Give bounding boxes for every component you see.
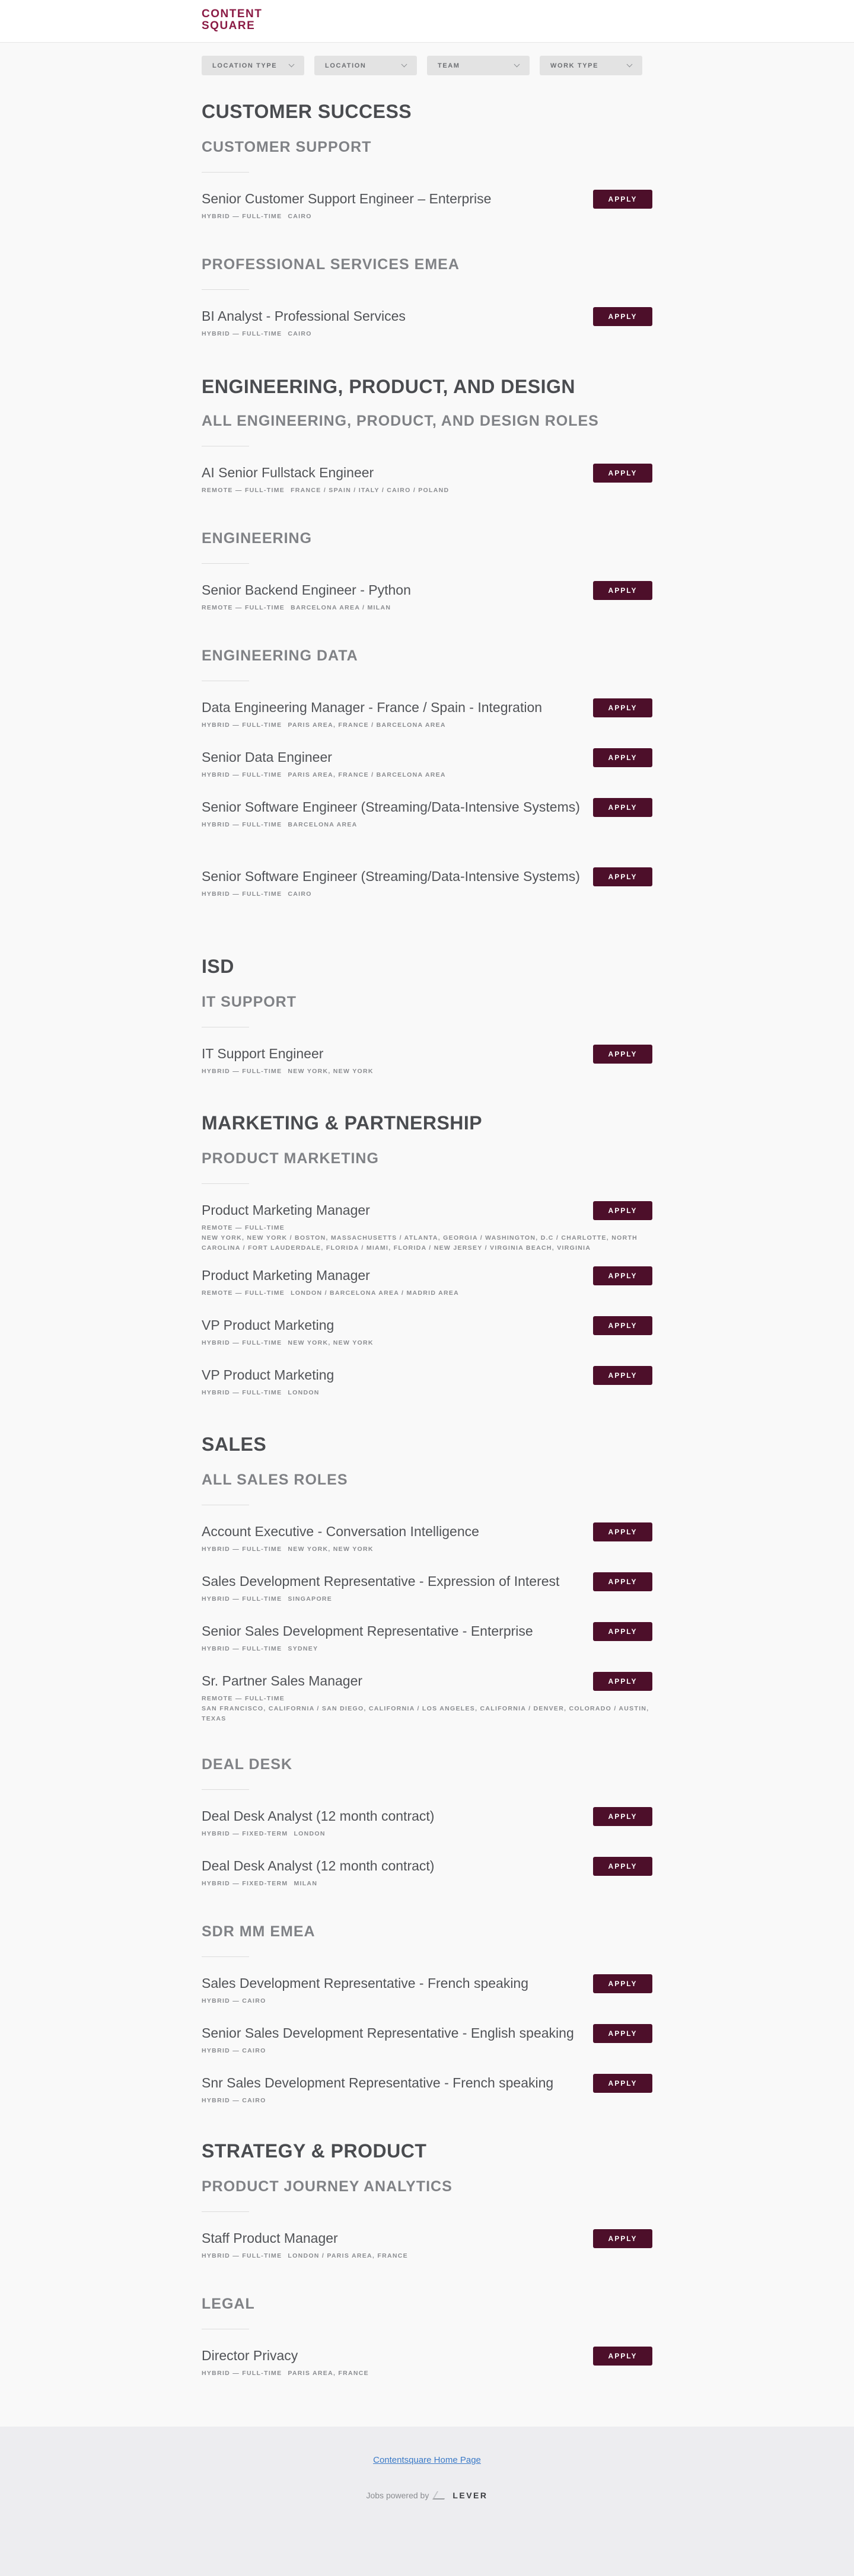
posting-item — [202, 581, 652, 613]
posting-item — [202, 1572, 652, 1604]
work-type: REMOTE — FULL-TIME — [202, 1695, 285, 1702]
work-type: HYBRID — FULL-TIME — [202, 2252, 282, 2259]
posting-categories — [202, 1694, 652, 1724]
posting-title[interactable]: Staff Product Manager — [202, 2230, 338, 2246]
posting-item — [202, 1622, 652, 1654]
posting-title[interactable]: Senior Software Engineer (Streaming/Data-Intensive Systems) — [202, 799, 580, 815]
posting-categories — [202, 1544, 652, 1554]
location: LONDON — [288, 1389, 320, 1396]
team-heading: LEGAL — [202, 2296, 255, 2312]
filter-label: LOCATION — [325, 62, 367, 69]
apply-button[interactable]: APPLY — [593, 2024, 652, 2043]
powered-by-text: Jobs powered by — [366, 2491, 429, 2500]
location: NEW YORK, NEW YORK — [288, 1546, 374, 1553]
divider — [202, 2211, 249, 2212]
posting-item — [202, 464, 652, 496]
team-heading: PROFESSIONAL SERVICES EMEA — [202, 256, 460, 273]
location: MILAN — [294, 1880, 318, 1887]
posting-item — [202, 307, 652, 339]
posting-categories — [202, 1388, 652, 1398]
apply-button[interactable]: APPLY — [593, 798, 652, 817]
posting-title[interactable]: VP Product Marketing — [202, 1367, 334, 1383]
posting-categories — [202, 603, 652, 613]
posting-title[interactable]: Senior Backend Engineer - Python — [202, 582, 411, 598]
work-type: HYBRID — FULL-TIME — [202, 1068, 282, 1075]
posting-title[interactable]: Sr. Partner Sales Manager — [202, 1673, 363, 1688]
apply-button[interactable]: APPLY — [593, 1622, 652, 1641]
work-type: HYBRID — FULL-TIME — [202, 1339, 282, 1346]
powered-by — [0, 2491, 854, 2500]
footer — [0, 2427, 854, 2576]
team-heading: DEAL DESK — [202, 1756, 293, 1773]
posting-item — [202, 190, 652, 222]
posting-title[interactable]: Senior Sales Development Representative - English speaking — [202, 2025, 574, 2041]
location: SINGAPORE — [288, 1595, 333, 1603]
work-type: REMOTE — FULL-TIME — [202, 1224, 285, 1231]
posting-item — [202, 1857, 652, 1889]
location: PARIS AREA, FRANCE — [288, 2370, 369, 2377]
location: NEW YORK, NEW YORK — [288, 1068, 374, 1075]
posting-title[interactable]: Product Marketing Manager — [202, 1202, 370, 1218]
department-heading: ISD — [202, 956, 234, 977]
posting-categories — [202, 2046, 652, 2056]
work-type: HYBRID — FIXED-TERM — [202, 1880, 288, 1887]
apply-button[interactable]: APPLY — [593, 581, 652, 600]
posting-categories — [202, 1594, 652, 1604]
apply-button[interactable]: APPLY — [593, 748, 652, 767]
posting-item — [202, 1266, 652, 1298]
posting-title[interactable]: Snr Sales Development Representative - French speaking — [202, 2075, 554, 2090]
posting-item — [202, 1316, 652, 1348]
location: SAN FRANCISCO, CALIFORNIA / SAN DIEGO, CALIFORNIA / LOS ANGELES, CALIFORNIA / DENVER, COLORADO / AUSTIN, TEXAS — [202, 1705, 649, 1722]
apply-button[interactable]: APPLY — [593, 867, 652, 886]
posting-title[interactable]: Sales Development Representative - Expression of Interest — [202, 1573, 560, 1589]
lever-wordmark[interactable]: LEVER — [453, 2491, 488, 2500]
work-type: HYBRID — FULL-TIME — [202, 1389, 282, 1396]
posting-title[interactable]: Deal Desk Analyst (12 month contract) — [202, 1808, 435, 1824]
posting-item — [202, 1974, 652, 2006]
divider — [202, 563, 249, 564]
team-heading: PRODUCT MARKETING — [202, 1150, 379, 1167]
posting-item — [202, 1522, 652, 1554]
posting-title[interactable]: BI Analyst - Professional Services — [202, 308, 406, 324]
divider — [202, 1789, 249, 1790]
location: BARCELONA AREA / MILAN — [291, 604, 391, 611]
posting-item — [202, 2074, 652, 2106]
filter-label: TEAM — [438, 62, 460, 69]
team-heading: ENGINEERING DATA — [202, 647, 358, 664]
department-heading: MARKETING & PARTNERSHIP — [202, 1112, 483, 1134]
location: LONDON — [294, 1830, 326, 1837]
work-type: REMOTE — FULL-TIME — [202, 487, 285, 494]
posting-categories — [202, 1996, 652, 2006]
team-heading: PRODUCT JOURNEY ANALYTICS — [202, 2178, 453, 2195]
posting-item — [202, 1201, 652, 1253]
work-type: HYBRID — FULL-TIME — [202, 2370, 282, 2377]
posting-title[interactable]: Senior Customer Support Engineer – Enterprise — [202, 191, 492, 206]
posting-title[interactable]: Sales Development Representative - French speaking — [202, 1975, 529, 1991]
posting-title[interactable]: Senior Sales Development Representative - Enterprise — [202, 1623, 533, 1639]
apply-button[interactable]: APPLY — [593, 1266, 652, 1285]
posting-item — [202, 1045, 652, 1077]
location: LONDON / BARCELONA AREA / MADRID AREA — [291, 1289, 460, 1297]
divider — [202, 1956, 249, 1957]
logo-line-2: SQUARE — [202, 20, 256, 32]
posting-item — [202, 2229, 652, 2261]
apply-button[interactable]: APPLY — [593, 190, 652, 209]
posting-title[interactable]: Product Marketing Manager — [202, 1268, 370, 1283]
posting-title[interactable]: Data Engineering Manager - France / Spain - Integration — [202, 700, 543, 715]
apply-button[interactable]: APPLY — [593, 1672, 652, 1691]
posting-categories — [202, 212, 652, 222]
team-heading: SDR MM EMEA — [202, 1923, 316, 1940]
work-type: HYBRID — FULL-TIME — [202, 330, 282, 337]
postings-list — [202, 0, 652, 2425]
posting-title[interactable]: Deal Desk Analyst (12 month contract) — [202, 1858, 435, 1873]
lever-logo-icon — [432, 2491, 449, 2500]
department-heading: SALES — [202, 1434, 267, 1455]
location: CAIRO — [288, 890, 312, 898]
apply-button[interactable]: APPLY — [593, 1201, 652, 1220]
divider — [202, 1183, 249, 1184]
location: BARCELONA AREA — [288, 821, 358, 828]
team-heading: ALL ENGINEERING, PRODUCT, AND DESIGN ROLES — [202, 413, 599, 429]
posting-item — [202, 798, 652, 830]
posting-item — [202, 2347, 652, 2379]
posting-title[interactable]: AI Senior Fullstack Engineer — [202, 465, 374, 480]
work-type: HYBRID — FULL-TIME — [202, 1595, 282, 1603]
location: SYDNEY — [288, 1645, 318, 1652]
location: CAIRO — [288, 330, 312, 337]
posting-categories — [202, 1338, 652, 1348]
divider — [202, 172, 249, 173]
posting-categories — [202, 329, 652, 339]
team-heading: CUSTOMER SUPPORT — [202, 139, 372, 155]
posting-categories — [202, 1223, 652, 1253]
team-heading: ENGINEERING — [202, 530, 313, 547]
work-type: HYBRID — FULL-TIME — [202, 1546, 282, 1553]
posting-title[interactable]: IT Support Engineer — [202, 1046, 324, 1061]
posting-item — [202, 867, 652, 899]
team-heading: ALL SALES ROLES — [202, 1471, 348, 1488]
apply-button[interactable]: APPLY — [593, 1572, 652, 1591]
posting-title[interactable]: VP Product Marketing — [202, 1317, 334, 1333]
location: NEW YORK, NEW YORK — [288, 1339, 374, 1346]
apply-button[interactable]: APPLY — [593, 307, 652, 326]
work-type: HYBRID — FULL-TIME — [202, 213, 282, 220]
apply-button[interactable]: APPLY — [593, 1045, 652, 1064]
team-heading: IT SUPPORT — [202, 994, 297, 1010]
apply-button[interactable]: APPLY — [593, 2229, 652, 2248]
apply-button[interactable]: APPLY — [593, 2347, 652, 2366]
apply-button[interactable]: APPLY — [593, 1974, 652, 1993]
posting-categories — [202, 2251, 652, 2261]
work-type: HYBRID — FULL-TIME — [202, 771, 282, 778]
posting-item — [202, 1807, 652, 1839]
posting-item — [202, 1366, 652, 1398]
posting-categories — [202, 2096, 652, 2106]
work-type: HYBRID — CAIRO — [202, 1997, 266, 2004]
posting-categories — [202, 1288, 652, 1298]
posting-item — [202, 1672, 652, 1724]
location: LONDON / PARIS AREA, FRANCE — [288, 2252, 408, 2259]
work-type: HYBRID — FIXED-TERM — [202, 1830, 288, 1837]
posting-categories — [202, 1644, 652, 1654]
apply-button[interactable]: APPLY — [593, 1857, 652, 1876]
apply-button[interactable]: APPLY — [593, 1807, 652, 1826]
posting-categories — [202, 486, 652, 496]
posting-categories — [202, 1829, 652, 1839]
department-heading: CUSTOMER SUCCESS — [202, 101, 412, 122]
posting-item — [202, 698, 652, 730]
divider — [202, 289, 249, 290]
home-page-link[interactable]: Contentsquare Home Page — [373, 2455, 481, 2465]
logo-line-1: CONTENT — [202, 8, 263, 20]
work-type: REMOTE — FULL-TIME — [202, 1289, 285, 1297]
posting-categories — [202, 1879, 652, 1889]
apply-button[interactable]: APPLY — [593, 1316, 652, 1335]
posting-categories — [202, 720, 652, 730]
work-type: HYBRID — CAIRO — [202, 2047, 266, 2054]
apply-button[interactable]: APPLY — [593, 698, 652, 717]
department-heading: STRATEGY & PRODUCT — [202, 2140, 427, 2162]
location: FRANCE / SPAIN / ITALY / CAIRO / POLAND — [291, 487, 450, 494]
location: CAIRO — [288, 213, 312, 220]
department-heading: ENGINEERING, PRODUCT, AND DESIGN — [202, 376, 575, 397]
work-type: HYBRID — FULL-TIME — [202, 890, 282, 898]
work-type: REMOTE — FULL-TIME — [202, 604, 285, 611]
work-type: HYBRID — FULL-TIME — [202, 1645, 282, 1652]
posting-title[interactable]: Director Privacy — [202, 2348, 298, 2363]
filter-label: LOCATION TYPE — [212, 62, 278, 69]
posting-item — [202, 748, 652, 780]
posting-categories — [202, 889, 652, 899]
filter-label: WORK TYPE — [550, 62, 599, 69]
work-type: HYBRID — FULL-TIME — [202, 722, 282, 729]
work-type: HYBRID — CAIRO — [202, 2097, 266, 2104]
location: NEW YORK, NEW YORK / BOSTON, MASSACHUSETTS / ATLANTA, GEORGIA / WASHINGTON, D.C / CHARLOTTE, NORTH CAROLINA / FORT LAUDERDALE, FLORIDA / MIAMI, FLORIDA / NEW JERSEY / VIRGINIA BEACH, VIRGINIA — [202, 1234, 638, 1252]
location: PARIS AREA, FRANCE / BARCELONA AREA — [288, 771, 446, 778]
apply-button[interactable]: APPLY — [593, 464, 652, 483]
posting-categories — [202, 820, 652, 830]
posting-title[interactable]: Account Executive - Conversation Intelligence — [202, 1524, 479, 1539]
posting-title[interactable]: Senior Software Engineer (Streaming/Data-Intensive Systems) — [202, 869, 580, 884]
apply-button[interactable]: APPLY — [593, 1522, 652, 1541]
apply-button[interactable]: APPLY — [593, 2074, 652, 2093]
posting-item — [202, 2024, 652, 2056]
location: PARIS AREA, FRANCE / BARCELONA AREA — [288, 722, 446, 729]
posting-categories — [202, 2368, 652, 2379]
work-type: HYBRID — FULL-TIME — [202, 821, 282, 828]
posting-title[interactable]: Senior Data Engineer — [202, 749, 332, 765]
apply-button[interactable]: APPLY — [593, 1366, 652, 1385]
posting-categories — [202, 770, 652, 780]
posting-categories — [202, 1067, 652, 1077]
